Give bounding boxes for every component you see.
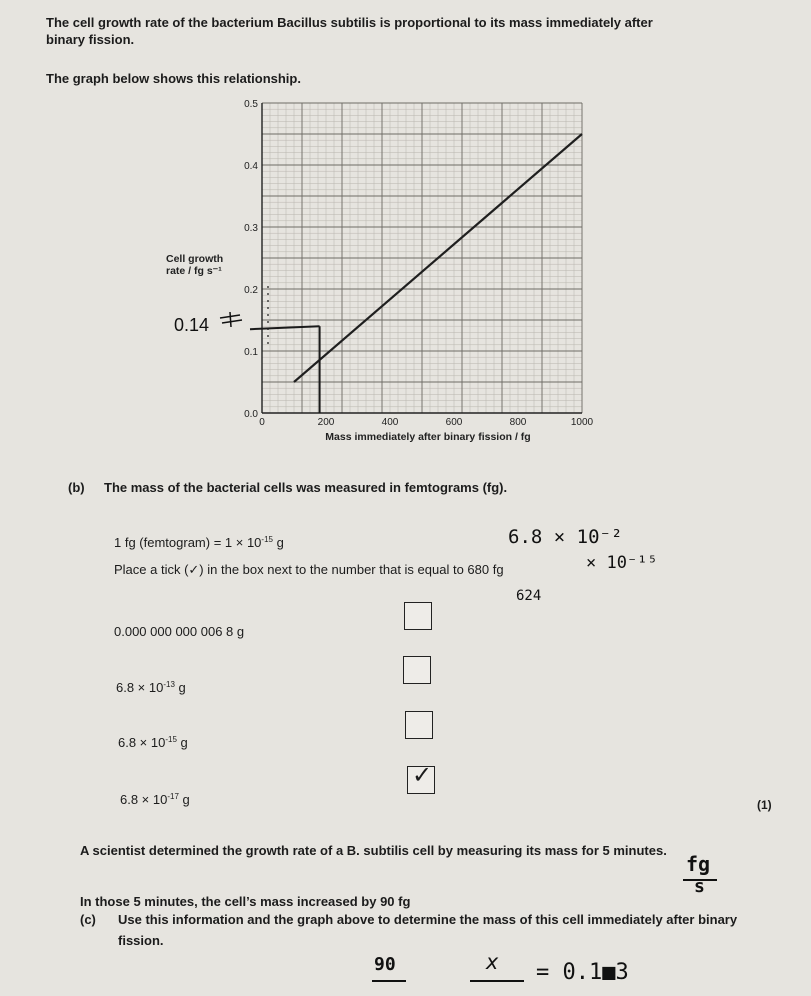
y-tick-label: 0.3 — [244, 223, 258, 234]
y-tick-label: 0.2 — [244, 285, 258, 296]
option-3-checkbox[interactable] — [405, 711, 433, 739]
part-c-question-line1: Use this information and the graph above to determine the mass of this cell immediately after binary — [118, 912, 738, 927]
handwritten-work-bar-left — [372, 980, 406, 982]
option-2-label: $6.8 \times 10^{-13}$ g — [116, 680, 186, 695]
y-axis-label: rate / fg s⁻¹ — [166, 265, 222, 277]
option-3-label: $6.8 \times 10^{-15}$ g — [118, 735, 188, 750]
growth-rate-chart — [0, 0, 811, 460]
handwritten-work-x: x — [486, 950, 499, 974]
tick-instruction: Place a tick (✓) in the box next to the number that is equal to 680 fg — [114, 562, 504, 577]
y-tick-label: 0.1 — [244, 347, 258, 358]
option-4-checkbox[interactable] — [407, 761, 435, 794]
option-1-checkbox[interactable] — [404, 602, 432, 630]
x-tick-label: 1000 — [570, 417, 594, 428]
mass-increase-text: In those 5 minutes, the cell’s mass increased by 90 fg — [80, 894, 411, 909]
part-b-marks: (1) — [757, 798, 772, 812]
handwritten-work-result: = 0.1■3 — [536, 960, 629, 985]
handwritten-arrow-scribble — [220, 312, 242, 327]
part-c-question-line2: fission. — [118, 933, 164, 948]
handwritten-axis-reading: 0.14 — [174, 315, 210, 335]
y-axis-label: Cell growth — [166, 253, 224, 265]
part-c-label: (c) — [80, 912, 96, 927]
tick-mark-icon: ✓ — [412, 761, 433, 789]
part-b-label: (b) — [68, 480, 85, 495]
x-tick-label: 800 — [509, 417, 527, 428]
construction-line-horizontal — [250, 326, 320, 329]
handwritten-work-left: 90 — [374, 954, 396, 975]
y-tick-label: 0.5 — [244, 99, 258, 110]
option-2-checkbox[interactable] — [403, 656, 431, 684]
y-tick-label: 0.4 — [244, 161, 258, 172]
x-tick-label: 400 — [381, 417, 399, 428]
scientist-text: A scientist determined the growth rate of a B. subtilis cell by measuring its mass for 5 minutes. — [80, 843, 667, 858]
handwritten-note-2: × 10⁻¹⁵ — [586, 553, 658, 573]
handwritten-work-bar-right — [470, 980, 524, 982]
femtogram-definition: 1 fg (femtogram) = $1 \times 10^{-15}$ g — [114, 535, 284, 550]
intro-text: The cell growth rate of the bacterium Bacillus subtilis is proportional to its mass immediately after binary fission. — [46, 15, 653, 47]
handwritten-note-3: 624 — [516, 588, 542, 604]
x-axis-label: Mass immediately after binary fission / fg — [325, 431, 531, 443]
option-4-label: $6.8 \times 10^{-17}$ g — [120, 792, 190, 807]
y-tick-label: 0.0 — [244, 409, 258, 420]
option-1-label: 0.000 000 000 006 8 g — [114, 624, 245, 639]
x-tick-label: 600 — [445, 417, 463, 428]
x-tick-label: 0 — [259, 417, 265, 428]
handwritten-fraction-den: s — [694, 876, 705, 897]
graph-intro-text: The graph below shows this relationship. — [46, 71, 301, 86]
x-tick-label: 200 — [317, 417, 335, 428]
handwritten-note-1: 6.8 × 10⁻² — [508, 526, 623, 548]
handwritten-fraction-num: fg — [686, 852, 711, 876]
part-b-question: The mass of the bacterial cells was measured in femtograms (fg). — [104, 480, 508, 495]
